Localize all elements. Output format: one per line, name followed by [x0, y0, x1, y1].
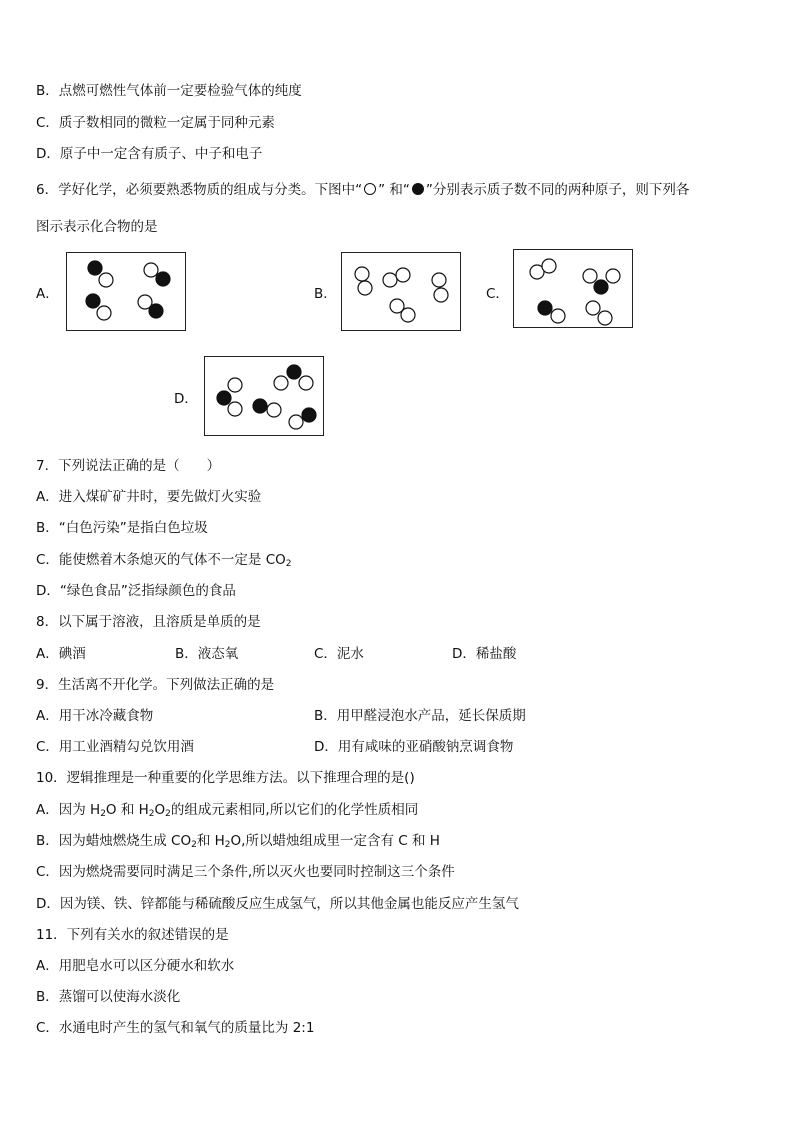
q10-option-c: C．因为燃烧需要同时满足三个条件,所以灭火也要同时控制这三个条件	[36, 864, 455, 880]
q11-option-b: B．蒸馏可以使海水淡化	[36, 989, 181, 1005]
q11-option-c: C．水通电时产生的氢气和氧气的质量比为 2:1	[36, 1020, 315, 1036]
q10-b-part2: 和 H	[196, 833, 225, 849]
q8-option-d: D．稀盐酸	[452, 646, 517, 662]
black-atom-icon	[412, 183, 424, 195]
q11-option-a: A．用肥皂水可以区分硬水和软水	[36, 958, 235, 974]
q9-option-c: C．用工业酒精勾兑饮用酒	[36, 739, 194, 755]
q7-option-c-subscript: 2	[285, 559, 292, 569]
q10-b-part3: O,所以蜡烛组成里一定含有 C 和 H	[230, 833, 440, 849]
q10-option-b	[36, 832, 440, 850]
q10-b-sub2: 2	[224, 840, 231, 850]
q10-a-part1: A．因为 H	[36, 802, 101, 818]
q10-a-sub2: 2	[148, 809, 155, 819]
q6-stem	[36, 181, 689, 199]
q6-label-a: A．	[36, 286, 59, 302]
q10-option-d: D．因为镁、铁、锌都能与稀硫酸反应生成氢气，所以其他金属也能反应产生氢气	[36, 896, 519, 912]
diagram-c-molecules	[514, 250, 634, 329]
q10-option-a	[36, 801, 418, 819]
q10-a-sub3: 2	[165, 809, 171, 819]
q7-option-c	[36, 551, 292, 569]
q6-stem-part3: ”分别表示质子数不同的两种原子，则下列各	[425, 182, 690, 198]
diagram-a	[66, 252, 186, 331]
q7-stem: 7．下列说法正确的是（ ）	[36, 458, 221, 474]
diagram-d	[204, 356, 324, 436]
q10-stem: 10．逻辑推理是一种重要的化学思维方法。以下推理合理的是()	[36, 770, 415, 786]
q6-stem-part2: ” 和“	[378, 182, 410, 198]
q7-option-c-text: C．能使燃着木条熄灭的气体不一定是 CO	[36, 552, 286, 568]
q6-label-d: D．	[174, 391, 198, 407]
diagram-b	[341, 252, 461, 331]
q5-option-d: D．原子中一定含有质子、中子和电子	[36, 146, 263, 162]
q6-label-b: B．	[314, 286, 337, 302]
q9-stem: 9．生活离不开化学。下列做法正确的是	[36, 677, 275, 693]
q7-option-b: B．“白色污染”是指白色垃圾	[36, 520, 208, 536]
q5-option-c: C．质子数相同的微粒一定属于同种元素	[36, 115, 275, 131]
q6-stem-line2: 图示表示化合物的是	[36, 219, 158, 235]
diagram-b-molecules	[342, 253, 462, 332]
q10-b-sub1: 2	[191, 840, 197, 850]
q9-option-b: B．用甲醛浸泡水产品，延长保质期	[314, 708, 526, 724]
q10-a-part3: O	[154, 802, 166, 818]
q9-option-d: D．用有咸味的亚硝酸钠烹调食物	[314, 739, 514, 755]
q6-label-c: C．	[486, 286, 509, 302]
q8-option-a: A．碘酒	[36, 646, 86, 662]
q10-b-part1: B．因为蜡烛燃烧生成 CO	[36, 833, 192, 849]
diagram-d-molecules	[205, 357, 325, 437]
q6-stem-part1: 6．学好化学，必须要熟悉物质的组成与分类。下图中“	[36, 182, 363, 198]
q8-stem: 8．以下属于溶液，且溶质是单质的是	[36, 614, 261, 630]
white-atom-icon	[364, 183, 376, 195]
q10-a-sub1: 2	[100, 809, 106, 819]
q7-option-d: D．“绿色食品”泛指绿颜色的食品	[36, 583, 236, 599]
diagram-c	[513, 249, 633, 328]
q11-stem: 11．下列有关水的叙述错误的是	[36, 927, 229, 943]
q9-option-a: A．用干冰冷藏食物	[36, 708, 154, 724]
q7-option-a: A．进入煤矿矿井时，要先做灯火实验	[36, 489, 262, 505]
q5-option-b: B．点燃可燃性气体前一定要检验气体的纯度	[36, 83, 302, 99]
q8-option-c: C．泥水	[314, 646, 364, 662]
diagram-a-molecules	[67, 253, 187, 332]
q10-a-part4: 的组成元素相同,所以它们的化学性质相同	[170, 802, 419, 818]
q10-a-part2: O 和 H	[105, 802, 149, 818]
q8-option-b: B．液态氧	[175, 646, 239, 662]
